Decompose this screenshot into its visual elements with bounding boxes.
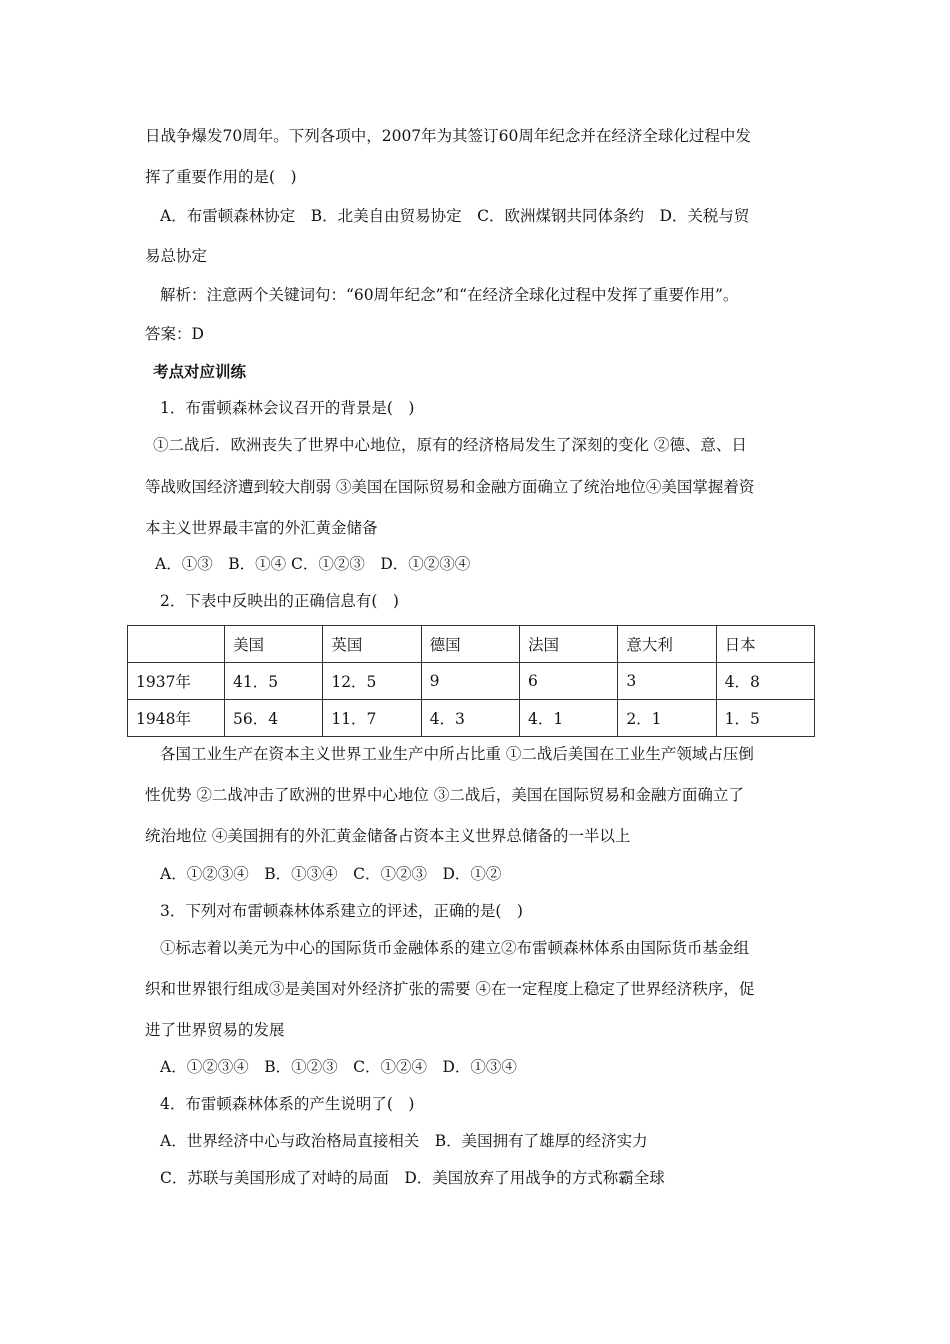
q1-body-line: 等战败国经济遭到较大削弱 ③美国在国际贸易和金融方面确立了统治地位④美国掌握着资	[145, 478, 755, 496]
table-header-cell: 英国	[323, 626, 421, 663]
q2-body-line: 性优势 ②二战冲击了欧洲的世界中心地位 ③二战后，美国在国际贸易和金融方面确立了	[145, 786, 744, 804]
q3-body-line: ①标志着以美元为中心的国际货币金融体系的建立②布雷顿森林体系由国际货币基金组	[160, 939, 750, 957]
table-header-cell	[128, 626, 225, 663]
intro-text-line: 挥了重要作用的是( )	[145, 168, 297, 186]
q2-body-line: 各国工业生产在资本主义世界工业生产中所占比重 ①二战后美国在工业生产领域占压倒	[160, 745, 754, 763]
q3-options: A．①②③④ B．①②③ C．①②④ D．①③④	[160, 1058, 517, 1076]
table-cell: 56．4	[225, 700, 323, 737]
answer-text: 答案：D	[145, 325, 204, 343]
table-cell: 1937年	[128, 663, 225, 700]
q1-body-line: 本主义世界最丰富的外汇黄金储备	[145, 519, 378, 537]
table-header-cell: 德国	[421, 626, 519, 663]
q3-body-line: 进了世界贸易的发展	[145, 1021, 285, 1039]
section-title: 考点对应训练	[153, 362, 247, 381]
q2-body-line: 统治地位 ④美国拥有的外汇黄金储备占资本主义世界总储备的一半以上	[145, 827, 631, 845]
table-cell: 4．1	[519, 700, 617, 737]
q1-options: A．①③ B．①④ C．①②③ D．①②③④	[155, 555, 471, 573]
table-cell: 9	[421, 663, 519, 700]
q1-stem: 1．布雷顿森林会议召开的背景是( )	[160, 399, 415, 417]
table-cell: 2．1	[618, 700, 716, 737]
table-cell: 3	[618, 663, 716, 700]
production-share-table	[127, 625, 815, 737]
table-cell: 1．5	[716, 700, 814, 737]
table-row	[128, 663, 815, 700]
intro-text-line: 日战争爆发70周年。下列各项中，2007年为其签订60周年纪念并在经济全球化过程中发	[145, 127, 751, 145]
table-header-cell: 美国	[225, 626, 323, 663]
q3-body-line: 织和世界银行组成③是美国对外经济扩张的需要 ④在一定程度上稳定了世界经济秩序，促	[145, 980, 755, 998]
q2-options: A．①②③④ B．①③④ C．①②③ D．①②	[160, 865, 502, 883]
q3-stem: 3．下列对布雷顿森林体系建立的评述，正确的是( )	[160, 902, 523, 920]
intro-options-line: A．布雷顿森林协定 B．北美自由贸易协定 C．欧洲煤钢共同体条约 D．关税与贸	[160, 207, 750, 225]
table-header-cell: 意大利	[618, 626, 716, 663]
table-cell: 4．3	[421, 700, 519, 737]
q1-body-line: ①二战后．欧洲丧失了世界中心地位，原有的经济格局发生了深刻的变化 ②德、意、日	[153, 436, 747, 454]
q4-options-line: C．苏联与美国形成了对峙的局面 D．美国放弃了用战争的方式称霸全球	[160, 1169, 665, 1187]
table-cell: 11．7	[323, 700, 421, 737]
table-cell: 1948年	[128, 700, 225, 737]
table-header-row	[128, 626, 815, 663]
q4-options-line: A．世界经济中心与政治格局直接相关 B．美国拥有了雄厚的经济实力	[160, 1132, 648, 1150]
table-cell: 6	[519, 663, 617, 700]
table-header-cell: 法国	[519, 626, 617, 663]
table-row	[128, 700, 815, 737]
table-header-cell: 日本	[716, 626, 814, 663]
table-cell: 12．5	[323, 663, 421, 700]
table-cell: 41．5	[225, 663, 323, 700]
intro-options-line: 易总协定	[145, 247, 208, 265]
q4-stem: 4．布雷顿森林体系的产生说明了( )	[160, 1095, 415, 1113]
q2-stem: 2．下表中反映出的正确信息有( )	[160, 592, 399, 610]
analysis-text: 解析：注意两个关键词句：“60周年纪念”和“在经济全球化过程中发挥了重要作用”。	[160, 286, 739, 304]
table-cell: 4．8	[716, 663, 814, 700]
